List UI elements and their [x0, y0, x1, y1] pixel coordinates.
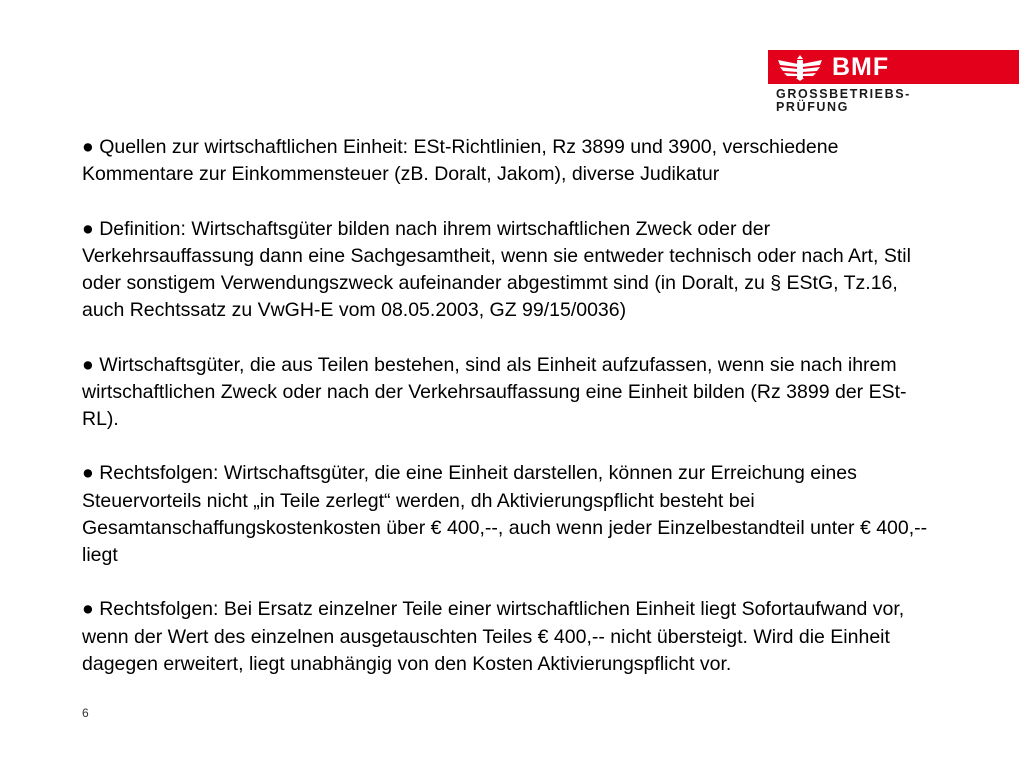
slide-content: [82, 134, 942, 678]
bullet-paragraph: ● Quellen zur wirtschaftlichen Einheit: ESt-Richtlinien, Rz 3899 und 3900, verschiedene Kommentare zur Einkommensteuer (zB. Doralt, Jakom), diverse Judikatur: [82, 136, 839, 186]
page-number: 6: [82, 706, 89, 720]
eagle-icon: [776, 52, 824, 82]
logo-text: BMF: [832, 53, 890, 81]
bullet-paragraph: ● Wirtschaftsgüter, die aus Teilen bestehen, sind als Einheit aufzufassen, wenn sie nach ihrem wirtschaftlichen Zweck oder nach der Verkehrsauffassung eine Einheit bilden (Rz 3899 der ESt-RL).: [82, 353, 907, 430]
bullet-paragraph: ● Rechtsfolgen: Bei Ersatz einzelner Teile einer wirtschaftlichen Einheit liegt Sofortaufwand vor, wenn der Wert des einzelnen ausgetauschten Teiles € 400,-- nicht übersteigt. Wird die Einheit dagegen erweitert, liegt unabhängig von den Kosten Aktivierungspflicht vor.: [82, 598, 905, 675]
bmf-logo: [768, 50, 1019, 116]
logo-subtitle: [776, 88, 1016, 114]
logo-subtitle-line1: GROSSBETRIEBS-: [776, 87, 911, 101]
bullet-paragraph: ● Definition: Wirtschaftsgüter bilden nach ihrem wirtschaftlichen Zweck oder der Verkehrsauffassung dann eine Sachgesamtheit, wenn sie entweder technisch oder nach Art, Stil oder sonstigem Verwendungszweck aufeinander abgestimmt sind (in Doralt, zu § EStG, Tz.16, auch Rechtssatz zu VwGH-E vom 08.05.2003, GZ 99/15/0036): [82, 217, 911, 322]
logo-subtitle-line2: PRÜFUNG: [776, 100, 850, 114]
bullet-paragraph: ● Rechtsfolgen: Wirtschaftsgüter, die eine Einheit darstellen, können zur Erreichung eines Steuervorteils nicht „in Teile zerlegt“ werden, dh Aktivierungspflicht besteht bei Gesamtanschaffungskostenkosten über € 400,--, auch wenn jeder Einzelbestandteil unter € 400,-- liegt: [82, 462, 928, 566]
logo-bar: [768, 50, 1019, 84]
